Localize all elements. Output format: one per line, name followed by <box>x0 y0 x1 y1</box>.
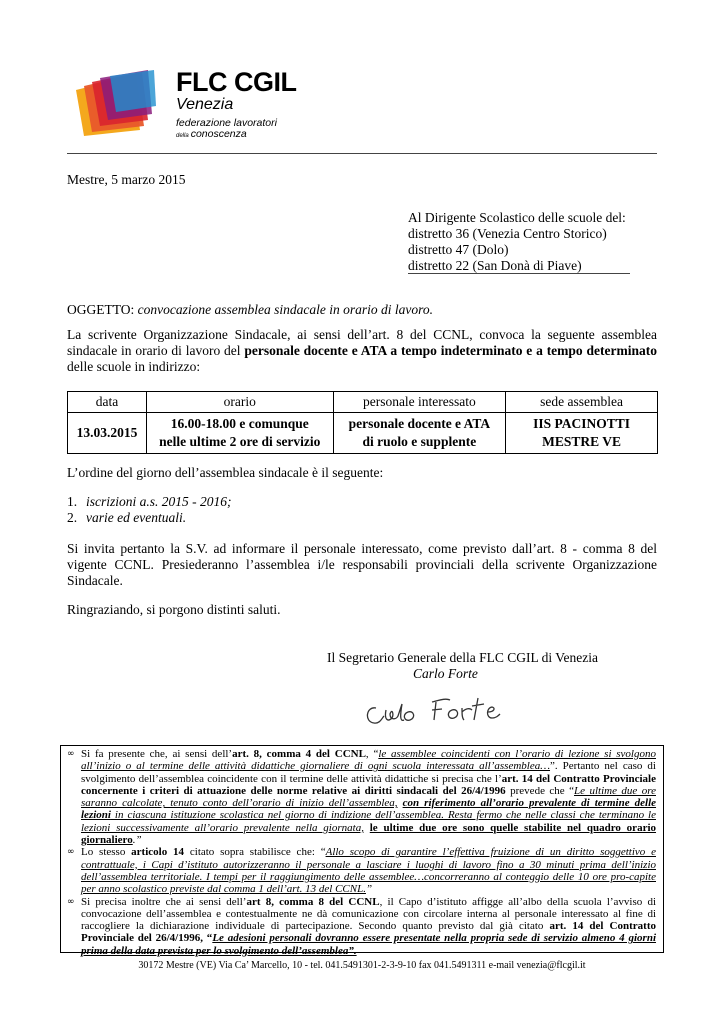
logo-subtitle: federazione lavoratori <box>176 117 277 129</box>
addressee-line: distretto 22 (San Donà di Piave) <box>408 258 582 273</box>
subject-line: OGGETTO: convocazione assemblea sindacale in orario di lavoro. <box>67 302 433 317</box>
signer-name: Carlo Forte <box>413 666 478 681</box>
note-item: ∞ Lo stesso articolo 14 citato sopra stabilisce che: “Allo scopo di garantire l’effettiva fruizione di un diritto soggettivo e contrattuale, i Capi d’istituto autorizzeranno il personale a lasciare i luoghi di lavoro fino a 30 minuti prima dell’inizio dell’assemblea territoriale. I tempi per il raggiungimento delle assemblee…concorreranno al conteggio delle 10 ore pro-capite per anno scolastico previste dal comma 1 dell’art. 13 del CCNL.” <box>67 846 656 896</box>
table-header-cell: data <box>68 392 147 413</box>
table-header-row <box>68 392 658 413</box>
logo-subtitle-2: della conoscenza <box>176 128 247 140</box>
list-item: 1. iscrizioni a.s. 2015 - 2016; <box>67 494 232 509</box>
signer-role: Il Segretario Generale della FLC CGIL di Venezia <box>327 650 599 665</box>
table-header-cell: sede assemblea <box>506 392 658 413</box>
table-cell-venue: IIS PACINOTTI MESTRE VE <box>506 413 658 454</box>
page-footer: 30172 Mestre (VE) Via Ca’ Marcello, 10 - tel. 041.5491301-2-3-9-10 fax 041.5491311 e-mail venezia@flcgil.it <box>138 960 586 971</box>
table-header-cell: personale interessato <box>333 392 506 413</box>
agenda-intro: L’ordine del giorno dell’assemblea sindacale è il seguente: <box>67 465 384 480</box>
flc-cgil-logo-icon <box>70 70 160 140</box>
invitation-paragraph: Si invita pertanto la S.V. ad informare il personale interessato, come previsto dall’art. 8 - comma 8 del vigente CCNL. Presiederanno l’assemblea i/le responsabili provinciali della scrivente Organizzazione Sindacale. <box>67 541 657 588</box>
infinity-bullet-icon: ∞ <box>67 896 75 907</box>
closing-greeting: Ringraziando, si porgono distinti saluti. <box>67 602 281 617</box>
table-cell-date: 13.03.2015 <box>68 413 147 454</box>
letter-date: Mestre, 5 marzo 2015 <box>67 172 186 187</box>
infinity-bullet-icon: ∞ <box>67 749 75 759</box>
logo-city: Venezia <box>176 96 234 113</box>
table-cell-staff: personale docente e ATA di ruolo e supplente <box>333 413 506 454</box>
assembly-table <box>67 391 658 454</box>
handwritten-signature-icon <box>362 690 512 730</box>
table-row <box>68 413 658 454</box>
intro-paragraph: La scrivente Organizzazione Sindacale, ai sensi dell’art. 8 del CCNL, convoca la seguente assemblea sindacale in orario di lavoro del personale docente e ATA a tempo indeterminato e a tempo determinato delle scuole in indirizzo: <box>67 327 657 374</box>
addressee-divider <box>408 273 630 274</box>
table-header-cell: orario <box>146 392 333 413</box>
agenda-list <box>67 494 232 526</box>
note-item: ∞ Si precisa inoltre che ai sensi dell’art 8, comma 8 del CCNL, il Capo d’istituto affigge all’albo della scuola l’avviso di convocazione dell’assemblea e contestualmente ne dà comunicazione con circolare interna al personale interessato al fine di raccogliere la dichiarazione individuale di partecipazione. Secondo quanto previsto dal già citato art. 14 del Contratto Provinciale del 26/4/1996, “Le adesioni personali dovranno essere presentate nella propria sede di servizio almeno 4 giorni prima della data prevista per lo svolgimento dell’assemblea”. <box>67 895 657 957</box>
addressee-line: distretto 47 (Dolo) <box>408 242 509 257</box>
note-item: ∞ Si fa presente che, ai sensi dell’art. 8, comma 4 del CCNL, “le assemblee coincidenti con l’orario di lezione si svolgono all’inizio o al termine delle attività didattiche giornaliere di ogni scuola interessata all’assemblea…”. Pertanto nel caso di svolgimento dell’assemblea coincidente con il termine delle attività didattiche si precisa che l’art. 14 del Contratto Provinciale concernente i criteri di attuazione delle norme relative ai diritti sindacali del 26/4/1996 prevede che “Le ultime due ore saranno calcolate, tenuto conto dell’orario di inizio dell’assemblea, con riferimento all’orario prevalente di termine delle lezioni in ciascuna istituzione scolastica nel giorno di indizione dell’assemblea. Resta fermo che nelle classi che terminano le lezioni successivamente all’orario prevalente nella giornata, le ultime due ore sono quelle stabilite nel quadro orario giornaliero.” <box>67 748 657 847</box>
addressee-line: Al Dirigente Scolastico delle scuole del: <box>408 210 626 225</box>
notes-box <box>60 745 664 957</box>
logo-title: FLC CGIL <box>176 67 297 97</box>
addressee-block <box>408 210 630 274</box>
list-item: 2. varie ed eventuali. <box>67 510 187 525</box>
addressee-line: distretto 36 (Venezia Centro Storico) <box>408 226 607 241</box>
header-divider <box>67 153 657 154</box>
infinity-bullet-icon: ∞ <box>67 847 75 858</box>
table-cell-time: 16.00-18.00 e comunque nelle ultime 2 ore di servizio <box>146 413 333 454</box>
